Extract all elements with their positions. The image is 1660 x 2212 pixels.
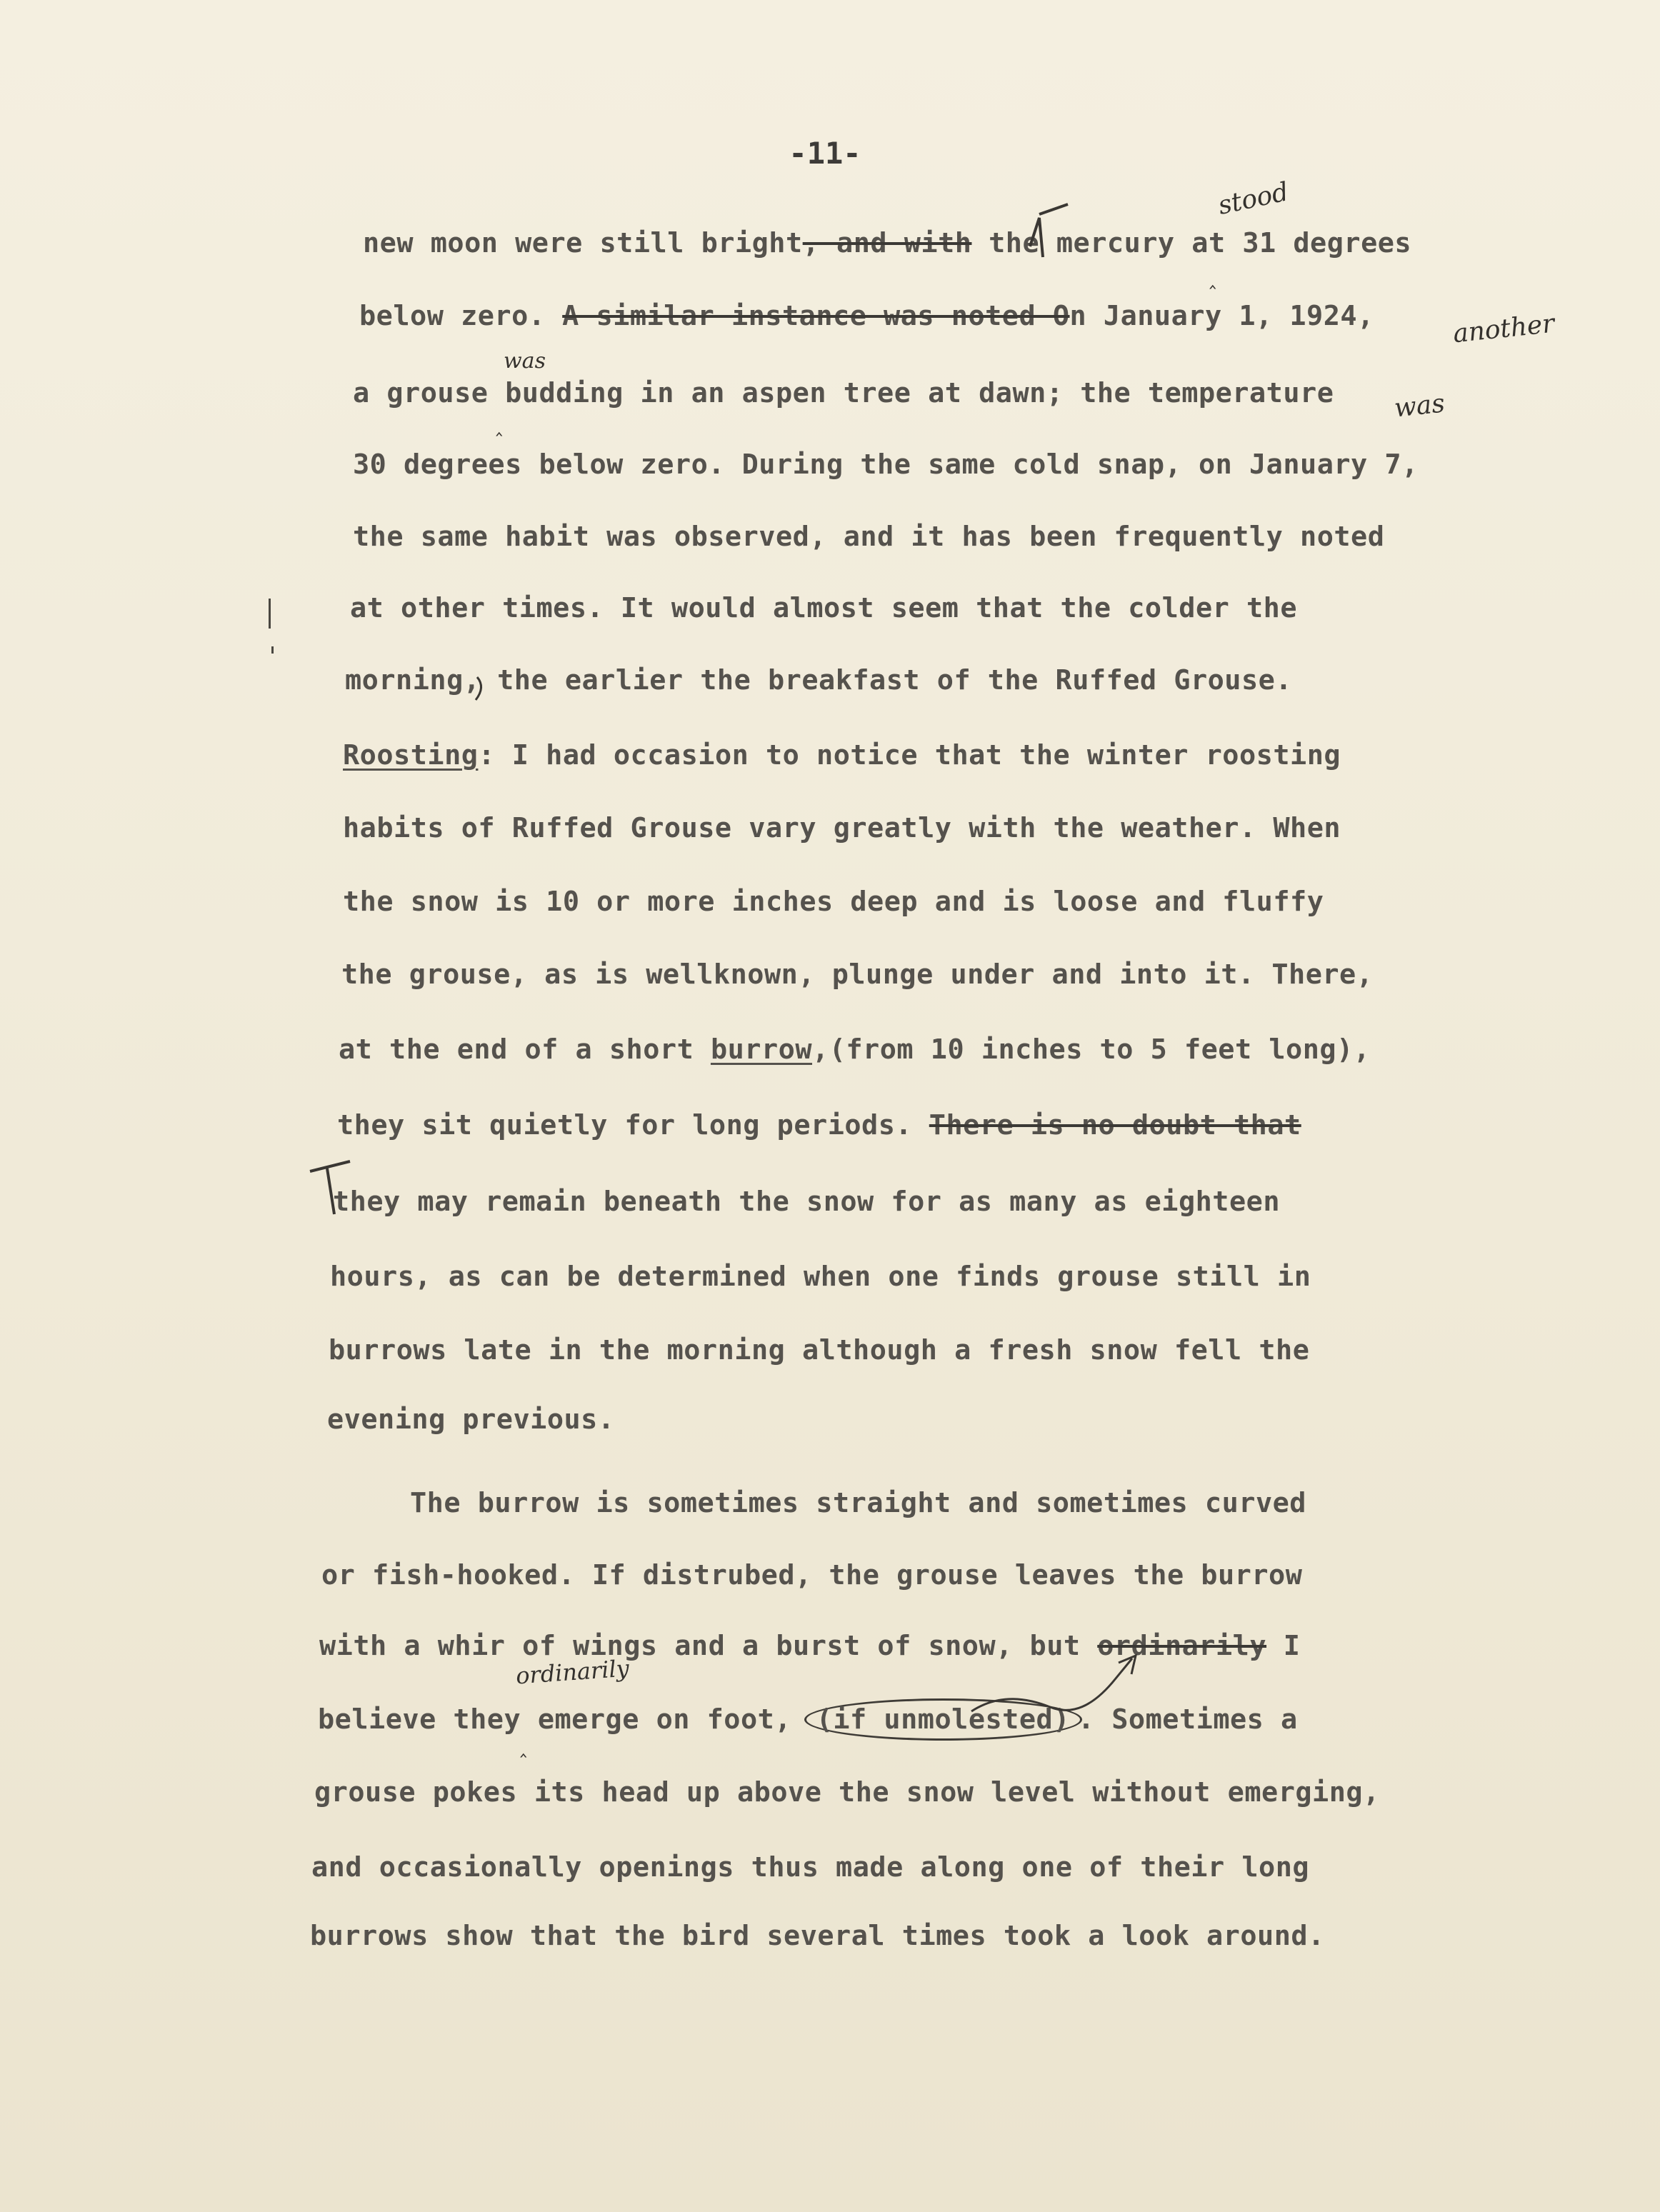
line-20-part-c: I: [1266, 1630, 1301, 1662]
insertion-caret: ‸: [520, 1734, 527, 1758]
text-line-7: morning, the earlier the breakfast of the Ruffed Grouse.: [345, 664, 1293, 696]
handwritten-ordinarily: ordinarily: [514, 1654, 630, 1690]
text-line-11: the grouse, as is wellknown, plunge under and into it. There,: [341, 959, 1374, 991]
handwritten-another: another: [1451, 309, 1556, 349]
text-line-4: 30 degrees below zero. During the same cold snap, on January 7,: [353, 449, 1419, 481]
text-line-15: hours, as can be determined when one finds grouse still in: [330, 1261, 1311, 1293]
page-number: -11-: [789, 136, 861, 171]
insert-mark-line-1: [1039, 204, 1068, 214]
handwritten-was-insert: was: [504, 349, 546, 374]
line-1-strikeout: , and with: [802, 227, 972, 259]
text-line-17: evening previous.: [327, 1403, 615, 1436]
text-line-18: The burrow is sometimes straight and sometimes curved: [410, 1487, 1306, 1519]
text-line-22: grouse pokes its head up above the snow level without emerging,: [314, 1776, 1380, 1808]
cap-mark-line-14: [310, 1161, 350, 1214]
circled-phrase: (if unmolested): [804, 1698, 1082, 1741]
text-line-23: and occasionally openings thus made along one of their long: [311, 1851, 1310, 1883]
handwritten-stood: stood: [1215, 177, 1291, 221]
line-12-part-a: at the end of a short: [339, 1034, 711, 1066]
text-line-19: or fish-hooked. If distrubed, the grouse leaves the burrow: [321, 1559, 1303, 1591]
line-21-part-a: believe they emerge on foot,: [318, 1703, 809, 1736]
line-13-strikeout: There is no doubt that: [929, 1109, 1301, 1141]
line-13-part-a: they sit quietly for long periods.: [337, 1109, 929, 1141]
text-line-24: burrows show that the bird several times took a look around.: [310, 1920, 1325, 1952]
burrow-underlined: burrow: [710, 1034, 813, 1066]
text-line-9: habits of Ruffed Grouse vary greatly with the weather. When: [343, 812, 1341, 844]
line-21-part-c: . Sometimes a: [1077, 1703, 1298, 1736]
text-line-10: the snow is 10 or more inches deep and is loose and fluffy: [343, 886, 1324, 918]
text-line-14: they may remain beneath the snow for as many as eighteen: [333, 1186, 1281, 1218]
handwritten-was-end: was: [1393, 389, 1446, 424]
line-1-part-c: the mercury at 31 degrees: [971, 227, 1412, 259]
line-2-part-a: below zero.: [359, 300, 563, 332]
line-12-part-c: ,(from 10 inches to 5 feet long),: [812, 1034, 1371, 1066]
arrow-circle-to-insert: [971, 1658, 1132, 1711]
insertion-caret: ‸: [1209, 266, 1216, 289]
line-8-part-b: : I had occasion to notice that the winter roosting: [478, 739, 1341, 771]
text-line-5: the same habit was observed, and it has been frequently noted: [353, 521, 1385, 553]
line-2-strikeout: A similar instance was noted O: [562, 300, 1070, 332]
line-1-part-a: new moon were still bright: [363, 227, 803, 259]
text-line-6: at other times. It would almost seem that the colder the: [350, 592, 1298, 624]
text-line-16: burrows late in the morning although a fresh snow fell the: [329, 1334, 1310, 1366]
line-20-part-a: with a whir of wings and a burst of snow, but: [319, 1630, 1098, 1662]
roosting-heading: Roosting: [343, 739, 479, 771]
line-20-strikeout: ordinarily: [1097, 1630, 1267, 1662]
insertion-caret: ‸: [496, 413, 503, 436]
comma-mark-line-7: [476, 677, 481, 700]
cap-mark-line-1: [1030, 218, 1043, 257]
line-3-part-a: a grouse budding in an aspen tree at dawn; the temperature: [353, 377, 1334, 409]
line-2-part-c: n January 1, 1924,: [1069, 300, 1374, 332]
